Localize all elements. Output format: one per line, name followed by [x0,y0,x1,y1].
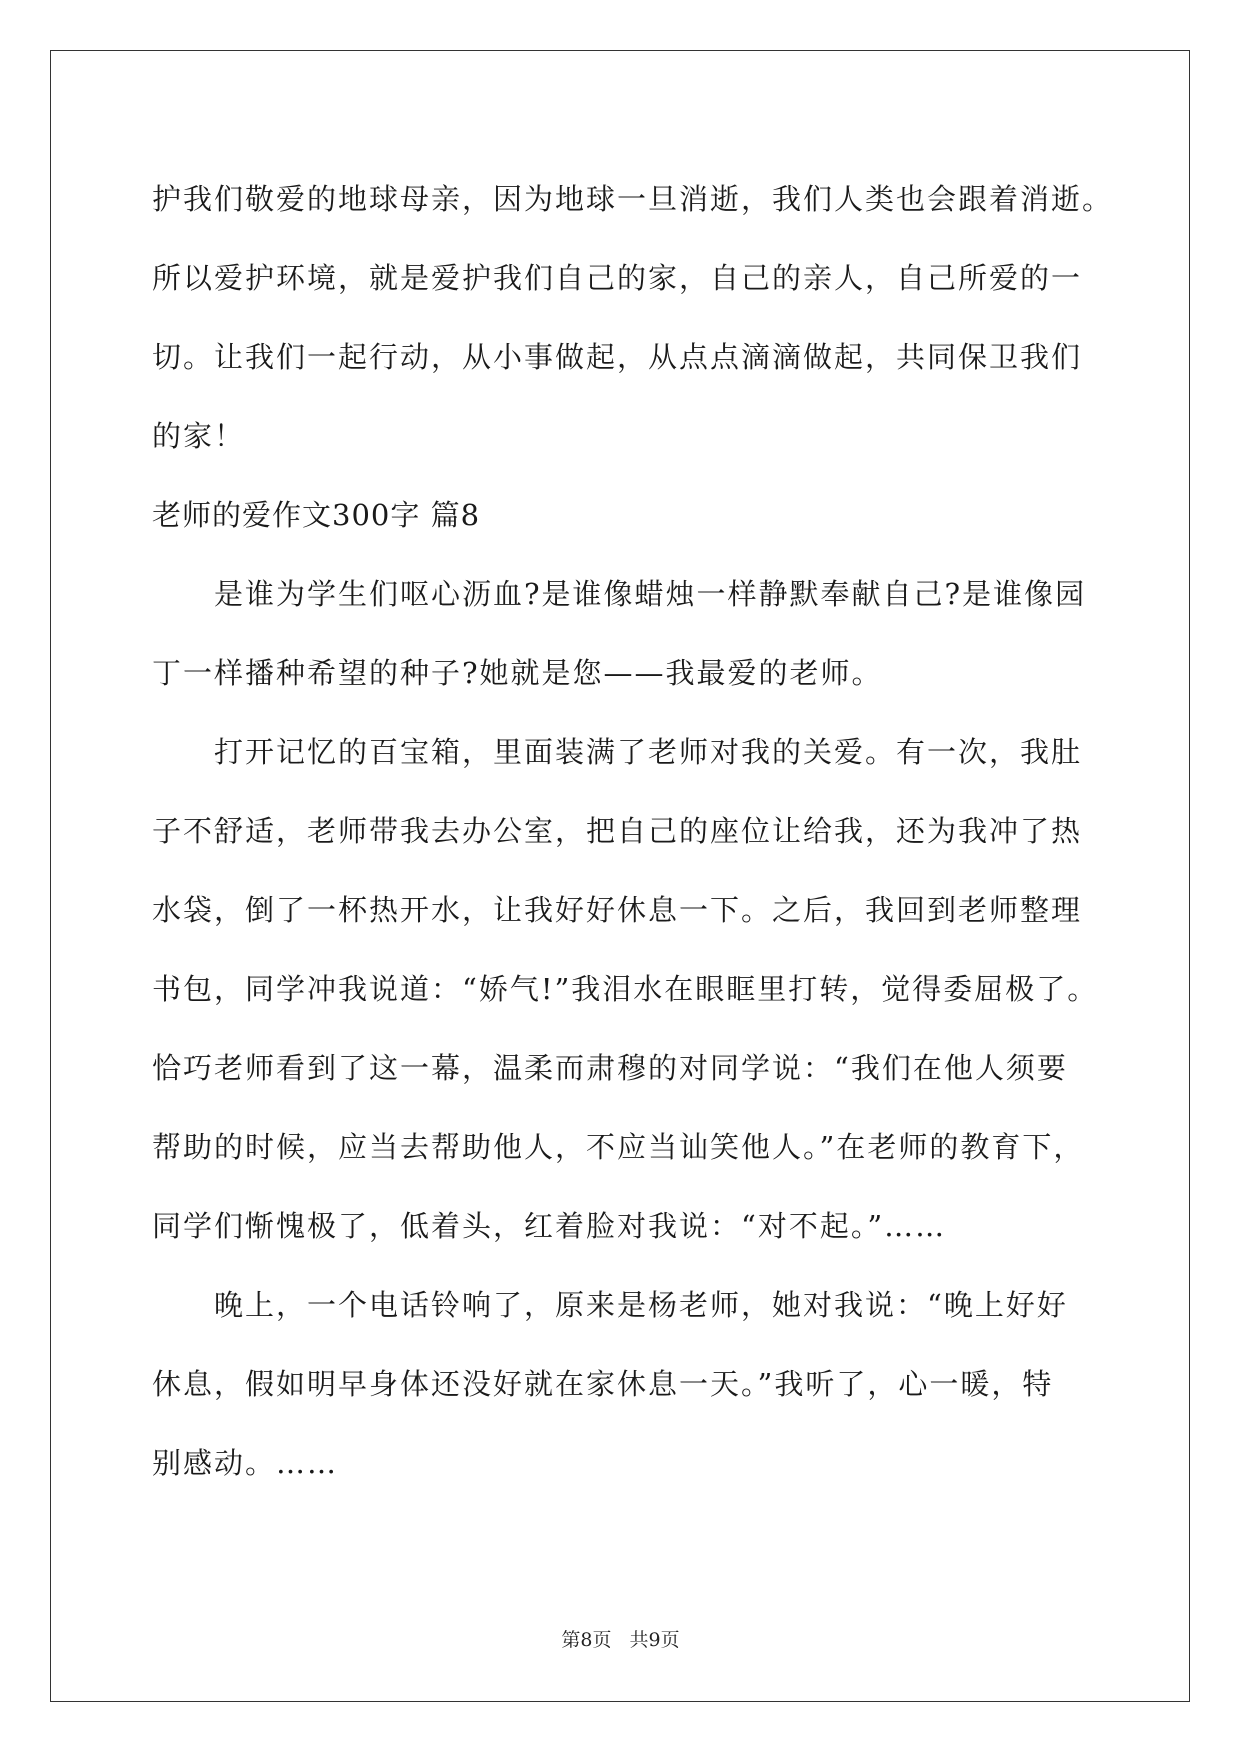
total-pages: 共9页 [629,1629,680,1651]
current-page-number: 第8页 [561,1629,612,1651]
text-line: 休息，假如明早身体还没好就在家休息一天。”我听了，心一暖，特 [152,1367,1054,1401]
paragraph-first-line: 是谁为学生们呕心沥血?是谁像蜡烛一样静默奉献自己?是谁像园 [214,577,1087,611]
section-heading: 老师的爱作文300字 篇8 [152,498,481,532]
page-footer [0,1625,1241,1652]
text-line: 切。让我们一起行动，从小事做起，从点点滴滴做起，共同保卫我们 [152,340,1083,374]
text-line: 同学们惭愧极了，低着头，红着脸对我说：“对不起。”…… [152,1209,947,1243]
paragraph-first-line: 打开记忆的百宝箱，里面装满了老师对我的关爱。有一次，我肚 [214,735,1083,769]
document-body [152,160,1114,1503]
text-line: 恰巧老师看到了这一幕，温柔而肃穆的对同学说：“我们在他人须要 [152,1051,1068,1085]
text-line: 丁一样播种希望的种子?她就是您——我最爱的老师。 [152,656,883,690]
paragraph-first-line: 晚上，一个电话铃响了，原来是杨老师，她对我说：“晚上好好 [214,1288,1068,1322]
text-line: 水袋，倒了一杯热开水，让我好好休息一下。之后，我回到老师整理 [152,893,1083,927]
text-line: 子不舒适，老师带我去办公室，把自己的座位让给我，还为我冲了热 [152,814,1083,848]
text-line: 护我们敬爱的地球母亲，因为地球一旦消逝，我们人类也会跟着消逝。 [152,182,1114,216]
text-line: 帮助的时候，应当去帮助他人，不应当讪笑他人。”在老师的教育下， [152,1130,1085,1164]
text-line: 书包，同学冲我说道：“娇气!”我泪水在眼眶里打转，觉得委屈极了。 [152,972,1099,1006]
text-line: 别感动。…… [152,1446,339,1480]
text-line: 的家！ [152,419,246,453]
text-line: 所以爱护环境，就是爱护我们自己的家，自己的亲人，自己所爱的一 [152,261,1083,295]
